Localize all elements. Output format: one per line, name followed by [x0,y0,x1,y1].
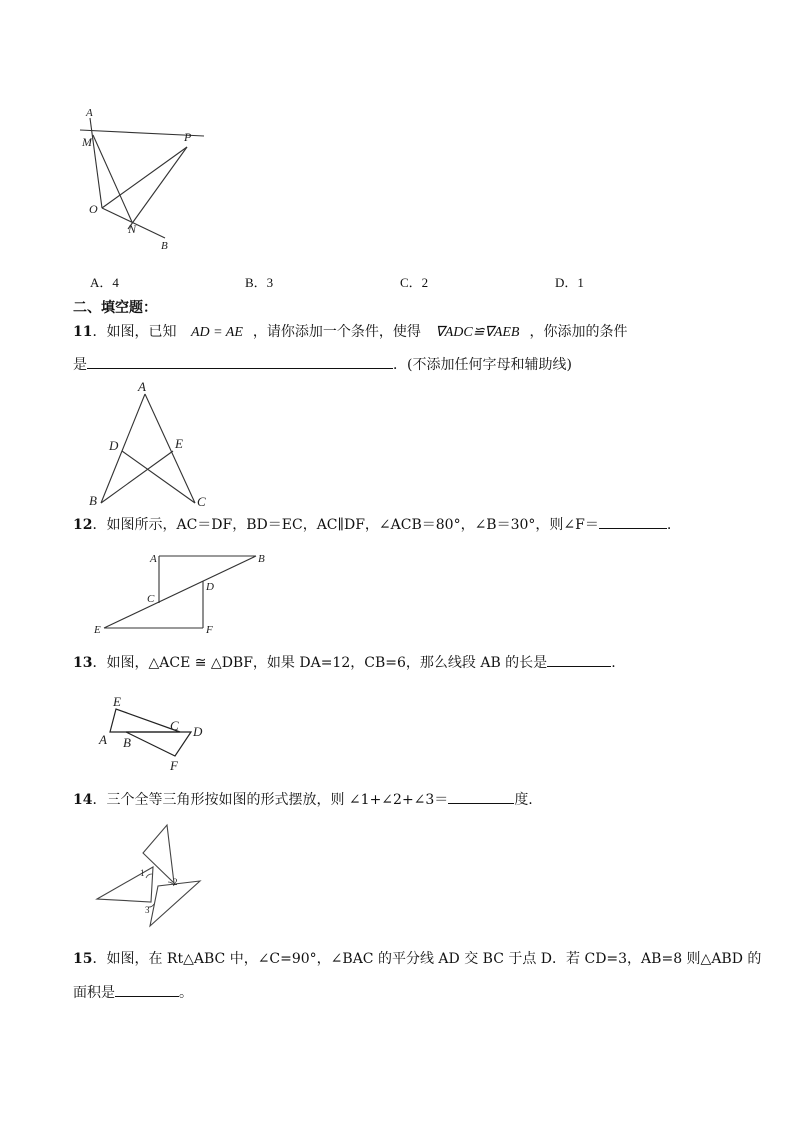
label-d: D [206,581,214,593]
figure-q11 [85,378,215,513]
segment-op [102,147,187,208]
option-b: B．3 [245,275,274,290]
label-d: D [109,438,119,453]
label-a: A [138,379,146,394]
label-b: B [161,240,168,252]
label-b: B [89,493,97,508]
segment-cd [122,451,195,503]
q14-answer-blank[interactable] [448,789,514,804]
label-a: A [99,732,107,747]
q14-number: 14 [73,792,93,808]
question-11: 11．如图，已知 AD = AE ，请你添加一个条件，使得 ∇ADC≌∇AEB ，你添加的条件 [73,324,628,340]
label-m: M [82,135,92,149]
label-d: D [193,724,203,739]
q11-math-condition: AD = AE [190,325,243,340]
q13-answer-blank[interactable] [547,652,611,667]
question-15: 15．如图，在 Rt△ABC 中，∠C=90°，∠BAC 的平分线 AD 交 BC 于点 D．若 CD=3，AB=8 则△ABD 的 [73,951,762,967]
label-b: B [258,553,265,565]
q11-number: 11 [73,324,93,340]
triangle-top [143,825,174,883]
triangle-left [97,867,153,902]
segment-eb [104,556,256,628]
segment-mn [93,135,132,222]
figure-q13 [95,690,215,775]
q12-answer-blank[interactable] [599,514,667,529]
label-e: E [175,436,183,451]
q11-math-congruence: ∇ADC≌∇AEB [435,325,520,340]
q11-answer-blank[interactable] [87,354,393,369]
q15-answer-blank[interactable] [115,982,179,997]
question-11-line2: 是 ．(不添加任何字母和辅助线) [73,354,572,375]
label-c: C [147,593,155,605]
label-f: F [206,624,213,636]
question-13: 13．如图，△ACE ≅ △DBF，如果 DA=12，CB=6，那么线段 AB 的长是 . [73,652,616,673]
angle-label-1: 1 [140,868,145,878]
figure-q12 [90,548,275,638]
figure-q10 [70,100,220,260]
label-a: A [150,553,157,565]
segment-pn [128,147,187,229]
figure-q14 [90,825,210,935]
option-a: A．4 [90,275,119,290]
angle-arc-1 [146,874,152,878]
angle-label-2: 2 [173,877,178,887]
question-15-line2: 面积是 。 [73,982,193,1003]
label-a: A [86,107,93,119]
label-p: P [184,130,192,144]
question-14: 14．三个全等三角形按如图的形式摆放，则 ∠1+∠2+∠3＝ 度. [73,789,533,810]
q13-number: 13 [73,655,93,671]
q12-number: 12 [73,517,93,533]
q15-number: 15 [73,951,93,967]
section-heading: 二、填空题： [73,300,157,316]
label-n: N [128,222,137,236]
label-b: B [123,735,131,750]
label-e: E [94,624,101,636]
triangle-dbf [126,732,191,756]
label-c: C [197,494,206,509]
option-c: C．2 [400,275,429,290]
triangle-right [150,881,200,926]
side-ac [145,394,195,503]
label-e: E [113,694,121,709]
label-f: F [170,758,178,773]
angle-label-3: 3 [145,905,150,915]
label-c: C [170,718,179,733]
option-d: D．1 [555,275,584,290]
question-12: 12．如图所示，AC＝DF，BD＝EC，AC∥DF，∠ACB＝80°，∠B＝30°，则∠F＝ . [73,514,671,535]
label-o: O [89,202,98,216]
